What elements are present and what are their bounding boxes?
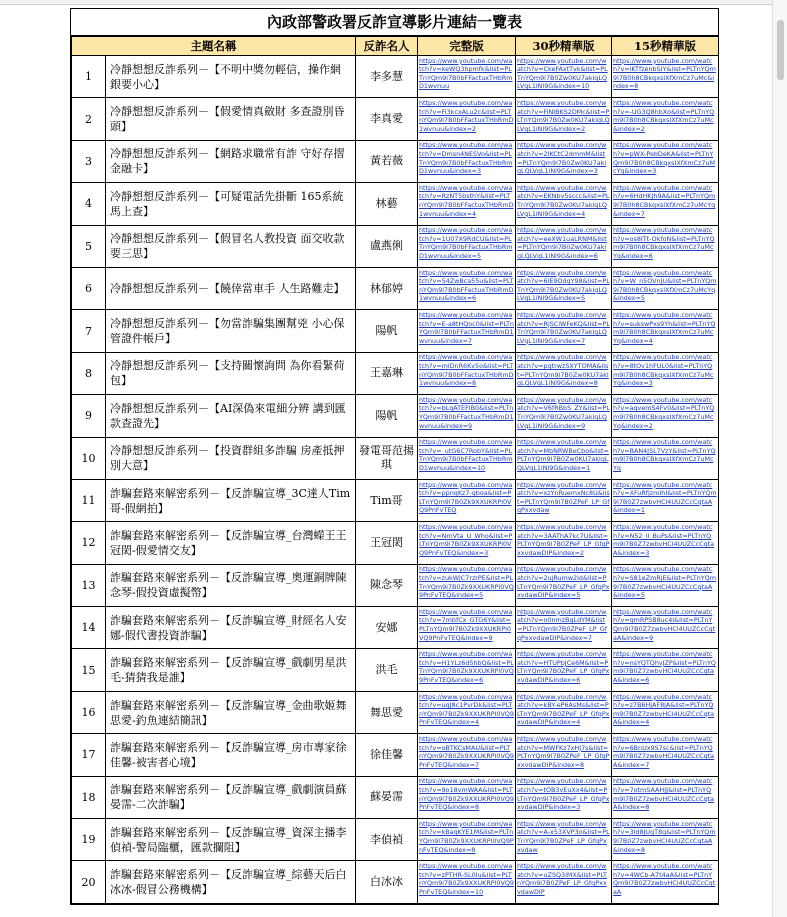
30s-version-link[interactable] — [516, 437, 612, 479]
page-title: 內政部警政署反詐宣導影片連結一覽表 — [71, 9, 718, 36]
link-text[interactable]: https://www.youtube.com/watch?v=4WCb-A7t4aA&list=PLTnYQm9l7B0Z7zwbvHCl4UUZCcCqtaA — [613, 862, 716, 896]
30s-version-link[interactable] — [516, 479, 612, 521]
table-row — [72, 225, 719, 267]
celebrity-name: 黃若薇 — [356, 140, 418, 182]
topic-name: 冷靜想想反詐系列－【假冒名人教投資 面交收款要三思】 — [106, 225, 356, 267]
topic-name: 詐騙套路來解密系列－【反詐騙宣導_3C達人Tim哥-假網拍】 — [106, 479, 356, 521]
full-version-link[interactable] — [418, 437, 516, 479]
topic-name: 冷靜想想反詐系列－【投資群組多詐騙 房產抵押別大意】 — [106, 437, 356, 479]
15s-version-link[interactable] — [612, 522, 719, 564]
topic-name: 冷靜想想反詐系列－【假愛情真斂財 多查證別昏頭】 — [106, 98, 356, 140]
full-version-link[interactable] — [418, 56, 516, 98]
15s-version-link[interactable] — [612, 352, 719, 394]
link-text[interactable]: https://www.youtube.com/watch?v=H1YLz6d5hbQ&list=PLTnYQm9l7B0Zk9XXUKRPl0VQ9PnFvTEQ&index=6 — [419, 650, 514, 684]
30s-version-link[interactable] — [516, 140, 612, 182]
link-text[interactable]: https://www.youtube.com/watch?v=pWX-PebDeKA&list=PLTnYQm9l7B0h8CBkqxsIXfXmCz7uMcYq&index=3 — [613, 141, 716, 176]
row-number: 20 — [72, 861, 106, 903]
link-text[interactable]: https://www.youtube.com/watch?v=HTUPbJCe6M&list=PLTnYQm9l7B0ZPeF_LP_GfqPxxvdawDIP&index=6 — [517, 650, 610, 684]
video-links-table — [71, 36, 719, 904]
celebrity-name: 王冠閎 — [356, 522, 418, 564]
topic-name: 冷靜想想反詐系列－【饒倖當車手 人生路難走】 — [106, 267, 356, 309]
link-text[interactable]: https://www.youtube.com/watch?v=tOB3vEuXx4&list=PLTnYQm9l7B0ZPeF_LP_GfqPxxvdawDIP&index=3 — [517, 777, 610, 812]
30s-version-link[interactable] — [516, 776, 612, 818]
row-number: 15 — [72, 649, 106, 691]
full-version-link[interactable] — [418, 267, 516, 309]
full-version-link[interactable] — [418, 649, 516, 691]
link-text[interactable]: https://www.youtube.com/watch?v=54ZwBca55u&list=PLTnYQm9l7B0bFFactuxTHbRmD1wvnuu&index=6 — [419, 268, 514, 303]
link-text[interactable]: https://www.youtube.com/watch?v=RjSCiWFeKQ&list=PLTnYQm9l7B0Zw0KU7akigLQLVqL1iNl9G&index=7 — [517, 311, 610, 345]
30s-version-link[interactable] — [516, 310, 612, 352]
table-row — [72, 267, 719, 309]
full-version-link[interactable] — [418, 479, 516, 521]
celebrity-name: 陽帆 — [356, 395, 418, 437]
link-text[interactable]: https://www.youtube.com/watch?v=os8ITt-OkfoN&list=PLTnYQm9l7B0h8CBkqxsIXfXmCz7uMcYq&index=6 — [613, 226, 715, 261]
15s-version-link[interactable] — [612, 437, 719, 479]
row-number: 17 — [72, 734, 106, 776]
15s-version-link[interactable] — [612, 267, 719, 309]
link-text[interactable]: https://www.youtube.com/watch?v=Fi3kcxALu2c&list=PLTnYQm9l7B0bFFactuxTHbRmD1wvnuu&index=2 — [419, 99, 514, 133]
celebrity-name: 蘇晏霈 — [356, 776, 418, 818]
row-number: 7 — [72, 310, 106, 352]
link-text[interactable]: https://www.youtube.com/watch?v=_utG6C7RobY&list=PLTnYQm9l7B0bFFactuxTHbRmD1wvnuu&index=10 — [419, 438, 513, 472]
row-number: 10 — [72, 437, 106, 479]
link-text[interactable]: https://www.youtube.com/watch?v=3ld8JUgT8g&list=PLTnYQm9l7B0Z7zwbvHCl4UUZCcCqtaA&index=8 — [613, 819, 716, 854]
15s-version-link[interactable] — [612, 607, 719, 649]
full-version-link[interactable] — [418, 225, 516, 267]
full-version-link[interactable] — [418, 183, 516, 225]
celebrity-name: Tim哥 — [356, 479, 418, 521]
30s-version-link[interactable] — [516, 522, 612, 564]
15s-version-link[interactable] — [612, 564, 719, 606]
topic-name: 詐騙套路來解密系列－【反詐騙宣導_奧運銅牌陳念琴-假投資虛擬幣】 — [106, 564, 356, 606]
full-version-link[interactable] — [418, 310, 516, 352]
15s-version-link[interactable] — [612, 183, 719, 225]
30s-version-link[interactable] — [516, 183, 612, 225]
topic-name: 詐騙套路來解密系列－【反詐騙宣導_戲劇演員蘇晏霈-二次詐騙】 — [106, 776, 356, 818]
celebrity-name: 洪毛 — [356, 649, 418, 691]
link-text[interactable]: https://www.youtube.com/watch?v=Dmsn4NESVo&list=PLTnYQm9l7B0bFFactuxTHbRmD1wvnuu&index=3 — [419, 141, 513, 176]
15s-version-link[interactable] — [612, 56, 719, 98]
celebrity-name: 陽帆 — [356, 310, 418, 352]
celebrity-name: 李偵禎 — [356, 819, 418, 861]
vertical-scrollbar[interactable] — [772, 0, 787, 917]
celebrity-name: 陳念琴 — [356, 564, 418, 606]
table-row — [72, 819, 719, 861]
link-text[interactable]: https://www.youtube.com/watch?v=MWFKz7xHJ7s&list=PLTnYQm9l7B0ZPeF_LP_GfqPxxvdawDIP&index=8 — [517, 734, 610, 769]
30s-version-link[interactable] — [516, 861, 612, 903]
topic-name: 詐騙套路來解密系列－【反詐騙宣導_綜藝天后白冰冰-假冒公務機構】 — [106, 861, 356, 903]
full-version-link[interactable] — [418, 734, 516, 776]
link-text[interactable]: https://www.youtube.com/watch?v=S81eZmRjE&list=PLTnYQm9l7B0Z7zwbvHCl4UUZCcCqtaA&index=5 — [613, 565, 716, 600]
table-row — [72, 56, 719, 98]
link-text[interactable]: https://www.youtube.com/watch?v=z7B6HjAF8jA&list=PLTnYQm9l7B0Z7zwbvHCl4UUZCcCqtaA&index=4 — [613, 692, 715, 727]
full-version-link[interactable] — [418, 691, 516, 733]
link-text[interactable]: https://www.youtube.com/watch?v=6HdHKJh9A&list=PLTnYQm9l7B0h8CBkqxsIXfXmCz7uMcYq&index=7 — [613, 183, 716, 218]
table-row — [72, 691, 719, 733]
full-version-link[interactable] — [418, 819, 516, 861]
topic-name: 冷靜想想反詐系列－【AI深偽來電細分辨 講到匯款查證先】 — [106, 395, 356, 437]
window-top-edge — [0, 0, 787, 5]
15s-version-link[interactable] — [612, 649, 719, 691]
15s-version-link[interactable] — [612, 225, 719, 267]
30s-version-link[interactable] — [516, 564, 612, 606]
full-version-link[interactable] — [418, 522, 516, 564]
table-row — [72, 310, 719, 352]
row-number: 3 — [72, 140, 106, 182]
row-number: 6 — [72, 267, 106, 309]
30s-version-link[interactable] — [516, 649, 612, 691]
link-text[interactable]: https://www.youtube.com/watch?v=EKNbv5sccc&list=PLTnYQm9l7B0Zw0KU7akigLQLVqL1iNl9G&index=4 — [517, 183, 610, 218]
celebrity-name: 林郁婷 — [356, 267, 418, 309]
row-number: 4 — [72, 183, 106, 225]
link-text[interactable]: https://www.youtube.com/watch?v=aqvemS4Fv0&list=PLTnYQm9l7B0h8CBkqxsIXfXmCz7uMcYq&index=2 — [613, 395, 715, 430]
15s-version-link[interactable] — [612, 691, 719, 733]
table-header-row — [72, 37, 719, 56]
full-version-link[interactable] — [418, 98, 516, 140]
link-text[interactable]: https://www.youtube.com/watch?v=kBY-eP6AsMs&list=PLTnYQm9l7B0ZPeF_LP_GfqPxxvdawDIP&index=4 — [517, 692, 610, 727]
link-text[interactable]: https://www.youtube.com/watch?v=7otmSAAHJJ&list=PLTnYQm9l7B0Z7zwbvHCl4UUZCcCqtaA&index=8 — [613, 777, 715, 812]
15s-version-link[interactable] — [612, 734, 719, 776]
link-text[interactable]: https://www.youtube.com/watch?v=xzYnRuemxNc8U&list=PLTnYQm9l7B0ZPeF_LP_GfqPxxvdaw — [517, 480, 610, 515]
link-text[interactable]: https://www.youtube.com/watch?v=BAN4JSL7VzY&list=PLTnYQm9l7B0h8CBkqxsIXfXmCz7uMcYq — [613, 438, 716, 472]
link-text[interactable]: https://www.youtube.com/watch?v=keWQ3hpmfk&list=PLTnYQm9l7B0bFFactuxTHbRmD1wvnuu — [419, 56, 513, 91]
link-text[interactable]: https://www.youtube.com/watch?v=A-x53XVP3o&list=PLTnYQm9l7B0ZPeF_LP_GfqPxxvdaw — [517, 819, 610, 854]
table-row — [72, 564, 719, 606]
scrollbar-thumb[interactable] — [777, 20, 784, 80]
link-text[interactable]: https://www.youtube.com/watch?v=RzNT5bsthY&list=PLTnYQm9l7B0bFFactuxTHbRmD1wvnuu&index=4 — [419, 183, 514, 218]
30s-version-link[interactable] — [516, 734, 612, 776]
full-version-link[interactable] — [418, 607, 516, 649]
link-text[interactable]: https://www.youtube.com/watch?v=qmRPSB8uc4I&list=PLTnYQm9l7B0Z7zwbvHCl4UUZCcCqtaA&index=9 — [613, 607, 716, 642]
full-version-link[interactable] — [418, 352, 516, 394]
table-row — [72, 437, 719, 479]
15s-version-link[interactable] — [612, 776, 719, 818]
topic-name: 詐騙套路來解密系列－【反詐騙宣導_戲劇男星洪毛-猜猜我是誰】 — [106, 649, 356, 691]
row-number: 18 — [72, 776, 106, 818]
link-text[interactable]: https://www.youtube.com/watch?v=XFuRfjzmIhI&list=PLTnYQm9l7B0Z7zwbvHCl4UUZCcCqtaA&index=1 — [613, 480, 717, 515]
30s-version-link[interactable] — [516, 98, 612, 140]
link-text[interactable]: https://www.youtube.com/watch?v=2IKCtC2dmmM&list=PLTnYQm9l7B0Zw0KU7akigLQLVqL1iNl9G&index=3 — [517, 141, 607, 176]
topic-name: 詐騙套路來解密系列－【反詐騙宣導_資深主播李偵禎-警局臨櫃，匯款攔阻】 — [106, 819, 356, 861]
link-text[interactable]: https://www.youtube.com/watch?v=oBTKCsMAU&list=PLTnYQm9l7B0Zk9XXUKRPl0VQ9PnFvTEQ&index=7 — [419, 734, 514, 769]
header-30s: 30秒精華版 — [516, 37, 612, 56]
topic-name: 詐騙套路來解密系列－【反詐騙宣導_財經名人安娜-假代書投資詐騙】 — [106, 607, 356, 649]
link-text[interactable]: https://www.youtube.com/watch?v=V6fRBbS_ZY&list=PLTnYQm9l7B0Zw0KU7akigLQLVqL1iNl9G&index=9 — [517, 395, 610, 430]
link-text[interactable]: https://www.youtube.com/watch?v=bLqATEFIB0&list=PLTnYQm9l7B0bFFactuxTHbRmD1wvnuu&index=9 — [419, 395, 514, 430]
link-text[interactable]: https://www.youtube.com/watch?v=7mbfCx_GTG6Y&list=PLTnYQm9l7B0Zk9XXUKRPl0VQ9PnFvTEQ&index=9 — [419, 607, 513, 642]
15s-version-link[interactable] — [612, 395, 719, 437]
celebrity-name: 白冰冰 — [356, 861, 418, 903]
header-topic: 主題名稱 — [72, 37, 356, 56]
table-row — [72, 183, 719, 225]
table-body — [72, 56, 719, 904]
link-text[interactable]: https://www.youtube.com/watch?v=iKTfzenbSIY&list=PLTnYQm9l7B0h8CBkqxsIXfXmCz7uMc&index=8 — [613, 56, 716, 91]
link-text[interactable]: https://www.youtube.com/watch?v=8tOv1hFUL0&list=PLTnYQm9l7B0h8CBkqxsIXfXmCz7uMcYq&index=3 — [613, 353, 714, 388]
link-text[interactable]: https://www.youtube.com/watch?v=zPTHR-SL0Iu&list=PLTnYQm9l7B0Zk9XXUKRPl0VQ9PnFvTEQ&index=10 — [419, 862, 514, 896]
link-text[interactable]: https://www.youtube.com/watch?v=2ujRumw2ld&list=PLTnYQm9l7B0ZPeF_LP_GfqPxxvdawDIP&index=5 — [517, 565, 610, 600]
link-text[interactable]: https://www.youtube.com/watch?v=NmVta_U_Who&list=PLTnYQm9l7B0Zk9XXUKRPl0VQ9PnFvTEQ&index=3 — [419, 522, 513, 557]
link-text[interactable]: https://www.youtube.com/watch?v=o0nmzBqLdYM&list=PLTnYQm9l7B0ZPeF_LP_GfqPxxvdawDIP&index=7 — [517, 607, 607, 642]
celebrity-name: 李多慧 — [356, 56, 418, 98]
30s-version-link[interactable] — [516, 267, 612, 309]
link-text[interactable]: https://www.youtube.com/watch?v=CkeFAxtTvk&list=PLTnYQm9l7B0Zw0KU7akigLQLVqL1iNl9G&index=10 — [517, 56, 608, 91]
link-text[interactable]: https://www.youtube.com/watch?v=mlDnR6Kv5o&list=PLTnYQm9l7B0bFFactuxTHbRmD1wvnuu&index=8 — [419, 353, 514, 388]
link-text[interactable]: https://www.youtube.com/watch?v=FiNIBKS2DMc&list=PLTnYQm9l7B0Zw0KU7akigLQLVqL1iNl9G&index=2 — [517, 99, 610, 133]
row-number: 5 — [72, 225, 106, 267]
link-text[interactable]: https://www.youtube.com/watch?v=pgtrwzSXYTOMA&list=PLTnYQm9l7B0Zw0KU7akigLQLVqL1iNl9G&index=8 — [517, 353, 609, 388]
15s-version-link[interactable] — [612, 98, 719, 140]
document-sheet — [70, 8, 719, 905]
link-text[interactable]: https://www.youtube.com/watch?v=ppnqKz7-gboa&list=PLTnYQm9l7B0Zk9XXUKRPl0VQ9PnFvTEQ — [419, 480, 513, 515]
celebrity-name: 安娜 — [356, 607, 418, 649]
link-text[interactable]: https://www.youtube.com/watch?v=6iE9OdqY98&list=PLTnYQm9l7B0Zw0KU7akigLQLVqL1iNl9G&index=5 — [517, 268, 610, 303]
topic-name: 冷靜想想反詐系列－【網路求職常有詐 守好存摺金融卡】 — [106, 140, 356, 182]
link-text[interactable]: https://www.youtube.com/watch?v=N52_iI_BuPs&list=PLTnYQm9l7B0Z7zwbvHCl4UUZCcCqtaA&index=3 — [613, 522, 715, 557]
15s-version-link[interactable] — [612, 140, 719, 182]
table-row — [72, 734, 719, 776]
topic-name: 冷靜想想反詐系列－【可疑電話先掛斷 165系統馬上查】 — [106, 183, 356, 225]
30s-version-link[interactable] — [516, 607, 612, 649]
table-row — [72, 479, 719, 521]
link-text[interactable]: https://www.youtube.com/watch?v=eeXW1uaLRNM&list=PLTnYQm9l7B0Zw0KU7akigLQLVqL1iNl9G&index=6 — [517, 226, 607, 261]
15s-version-link[interactable] — [612, 310, 719, 352]
row-number: 8 — [72, 352, 106, 394]
celebrity-name: 舞思愛 — [356, 691, 418, 733]
full-version-link[interactable] — [418, 395, 516, 437]
table-row — [72, 861, 719, 903]
link-text[interactable]: https://www.youtube.com/watch?v=kBaqKYE1M&list=PLTnYQm9l7B0Zk9XXUKRPl0VQ9PnFvTEQ&index=8 — [419, 819, 514, 854]
15s-version-link[interactable] — [612, 479, 719, 521]
30s-version-link[interactable] — [516, 395, 612, 437]
celebrity-name: 王嘉琳 — [356, 352, 418, 394]
full-version-link[interactable] — [418, 776, 516, 818]
row-number: 14 — [72, 607, 106, 649]
celebrity-name: 徐佳馨 — [356, 734, 418, 776]
table-row — [72, 352, 719, 394]
link-text[interactable]: https://www.youtube.com/watch?v=E-a8tHQoc0&list=PLTnYQm9l7B0bFFactuxTHbRmD1wvnuu&index=7 — [419, 311, 514, 345]
15s-version-link[interactable] — [612, 819, 719, 861]
header-full: 完整版 — [418, 37, 516, 56]
full-version-link[interactable] — [418, 861, 516, 903]
celebrity-name: 盧燕俐 — [356, 225, 418, 267]
30s-version-link[interactable] — [516, 691, 612, 733]
table-row — [72, 140, 719, 182]
link-text[interactable]: https://www.youtube.com/watch?v=W_n5OVnJU&list=PLTnYQm9l7B0h8CBkqxsIXfXmCz7uMcYq&index=5 — [613, 268, 717, 303]
row-number: 12 — [72, 522, 106, 564]
row-number: 13 — [72, 564, 106, 606]
link-text[interactable]: https://www.youtube.com/watch?v=6BnUx9S7sc&list=PLTnYQm9l7B0Z7zwbvHCl4UUZCcCqtaA&index=7 — [613, 734, 715, 769]
link-text[interactable]: https://www.youtube.com/watch?v=uZSQ3iMX&list=PLTnYQm9l7B0ZPeF_LP_GfqPxxvdawDIP — [517, 862, 607, 896]
link-text[interactable]: https://www.youtube.com/watch?v=zukWjC7rzrPE&list=PLTnYQm9l7B0Zk9XXUKRPl0VQ9PnFvTEQ&index=5 — [419, 565, 514, 600]
topic-name: 冷靜想想反詐系列－【支持關懷詢問 為你看緊荷包】 — [106, 352, 356, 394]
30s-version-link[interactable] — [516, 352, 612, 394]
celebrity-name: 發電哥范揚琪 — [356, 437, 418, 479]
link-text[interactable]: https://www.youtube.com/watch?v=sukswPxs9Yh&list=PLTnYQm9l7B0h8CBkqxsIXfXmCz7uMcYq&index=4 — [613, 311, 716, 345]
30s-version-link[interactable] — [516, 225, 612, 267]
row-number: 16 — [72, 691, 106, 733]
link-text[interactable]: https://www.youtube.com/watch?v=1U07X9RdCU&list=PLTnYQm9l7B0bFFactuxTHbRmD1wvnuu&index=5 — [419, 226, 513, 261]
table-row — [72, 607, 719, 649]
15s-version-link[interactable] — [612, 861, 719, 903]
30s-version-link[interactable] — [516, 56, 612, 98]
table-row — [72, 649, 719, 691]
full-version-link[interactable] — [418, 140, 516, 182]
row-number: 11 — [72, 479, 106, 521]
table-row — [72, 522, 719, 564]
link-text[interactable]: https://www.youtube.com/watch?v=-UG3Q8hbXo&list=PLTnYQm9l7B0h8CBkqxsIXfXmCz7uMc&index=2 — [613, 99, 715, 133]
full-version-link[interactable] — [418, 564, 516, 606]
link-text[interactable]: https://www.youtube.com/watch?v=9o18vmWAA&list=PLTnYQm9l7B0Zk9XXUKRPl0VQ9PnFvTEQ&index=8 — [419, 777, 514, 812]
link-text[interactable]: https://www.youtube.com/watch?v=nsYQTQhvJZP&list=PLTnYQm9l7B0Z7zwbvHCl4UUZCcCqtaA&index=6 — [613, 650, 716, 684]
topic-name: 冷靜想想反詐系列－【不明中獎勿輕信，操作網銀要小心】 — [106, 56, 356, 98]
row-number: 2 — [72, 98, 106, 140]
topic-name: 詐騙套路來解密系列－【反詐騙宣導_房市專家徐佳馨-被害者心境】 — [106, 734, 356, 776]
header-person: 反詐名人 — [356, 37, 418, 56]
row-number: 19 — [72, 819, 106, 861]
topic-name: 詐騙套路來解密系列－【反詐騙宣導_金曲歌姬舞思愛-釣魚連結簡訊】 — [106, 691, 356, 733]
topic-name: 冷靜想想反詐系列－【勿當詐騙集團幫兇 小心保管證件帳戶】 — [106, 310, 356, 352]
row-number: 9 — [72, 395, 106, 437]
link-text[interactable]: https://www.youtube.com/watch?v=uqJ8c1PvrDk&list=PLTnYQm9l7B0Zk9XXUKRPl0VQ9PnFvTEQ&index=4 — [419, 692, 514, 727]
table-row — [72, 98, 719, 140]
row-number: 1 — [72, 56, 106, 98]
link-text[interactable]: https://www.youtube.com/watch?v=3AAThA7kc7U&list=PLTnYQm9l7B0ZPeF_LP_GfqPxxvdawDIP&index=2 — [517, 522, 610, 557]
celebrity-name: 林藝 — [356, 183, 418, 225]
table-row — [72, 395, 719, 437]
topic-name: 詐騙套路來解密系列－【反詐騙宣導_台灣蠑王王冠閎-假愛情交友】 — [106, 522, 356, 564]
celebrity-name: 李真愛 — [356, 98, 418, 140]
table-row — [72, 776, 719, 818]
header-15s: 15秒精華版 — [612, 37, 719, 56]
30s-version-link[interactable] — [516, 819, 612, 861]
link-text[interactable]: https://www.youtube.com/watch?v=MbNRWBeCbo&list=PLTnYQm9l7B0Zw0KU7akigLQLVqL1iNl9G&index=1 — [517, 438, 609, 472]
